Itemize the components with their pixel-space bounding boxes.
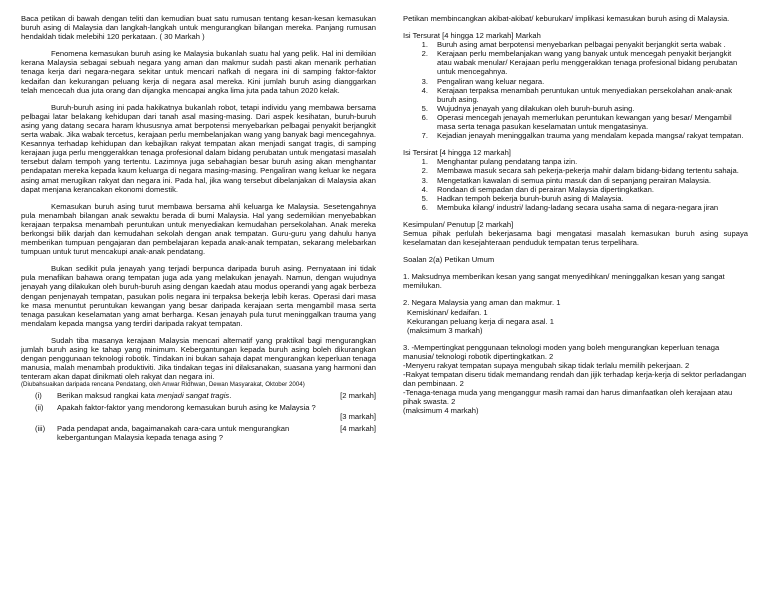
question-phrase: menjadi sangat tragis — [157, 390, 230, 400]
question-marks: [4 markah] — [340, 423, 376, 433]
list-item: 1. Menghantar pulang pendatang tanpa izin. — [421, 157, 578, 167]
answer-2-line: (maksimum 3 markah) — [407, 325, 483, 335]
tersurat-list — [403, 40, 748, 140]
question-3 — [21, 424, 376, 442]
question-text: Berikan maksud rangkai kata — [57, 390, 158, 400]
tersurat-heading: Isi Tersurat [4 hingga 12 markah] Markah — [403, 31, 541, 41]
answer-scheme-column — [403, 14, 748, 416]
tersirat-heading: Isi Tersirat [4 hingga 12 markah] — [403, 148, 511, 158]
scheme-intro: Petikan membincangkan akibat-akibat/ keburukan/ implikasi kemasukan buruh asing di Malaysia. — [403, 14, 730, 23]
answer-2-line: 2. Negara Malaysia yang aman dan makmur. 1 — [403, 298, 561, 308]
question-1: (i) Berikan maksud rangkai kata menjadi sangat tragis. [2 markah] — [21, 391, 376, 400]
answer-2-line: Kemiskinan/ kedaifan. 1 — [407, 307, 488, 317]
question-number: (iii) — [35, 423, 46, 433]
list-item: 6. Membuka kilang/ industri/ ladang-ladang secara usaha sama di negara-negara jiran — [421, 202, 719, 212]
list-item: 2. Kerajaan perlu membelanjakan wang yang banyak untuk mencegah penyakit berjangkit atau wabak menular/ Kerajaan perlu menggerakkan tenaga profesional bidang perubatan untuk mencegahnya. — [421, 49, 738, 77]
question-2 — [21, 403, 376, 421]
answer-3-line: 3. -Mempertingkat penggunaan teknologi moden yang boleh mengurangkan keperluan tenaga manusia/ teknologi robotik dipertingkatkan. 2 — [403, 342, 720, 361]
question-text: Pada pendapat anda, bagaimanakah cara-cara untuk mengurangkan kebergantungan Malaysia kepada tenaga asing ? — [57, 423, 290, 442]
question-number: (ii) — [35, 402, 44, 412]
instruction: Baca petikan di bawah dengan teliti dan kemudian buat satu rumusan tentang kesan-kesan kemasukan buruh asing di Malaysia dan langkah-langkah untuk mengurangkan bilangan mereka. Panjang rumusan hendaklah tidak melebihi 120 perkataan. ( 30 Markah ) — [21, 14, 376, 42]
question-text: Apakah faktor-faktor yang mendorong kemasukan buruh asing ke Malaysia ? — [57, 402, 316, 412]
passage-column — [21, 14, 376, 445]
list-item: 3. Pengaliran wang keluar negara. — [421, 76, 545, 86]
answer-2-line: Kekurangan peluang kerja di negara asal. 1 — [407, 316, 554, 326]
list-item: 3. Mengetatkan kawalan di semua pintu masuk dan di sepanjang perairan Malaysia. — [421, 175, 711, 185]
answer-3-line: -Menyeru rakyat tempatan supaya mengubah sikap tidak terlalu memilih pekerjaan. 2 — [403, 361, 690, 370]
list-item: 5. Wujudnya jenayah yang dilakukan oleh buruh-buruh asing. — [421, 103, 635, 113]
list-item: 5. Hadkan tempoh bekerja buruh-buruh asing di Malaysia. — [421, 193, 624, 203]
answer-block — [403, 272, 748, 415]
list-item: 4. Rondaan di sempadan dan di perairan Malaysia dipertingkatkan. — [421, 184, 654, 194]
paragraph-1: Fenomena kemasukan buruh asing ke Malaysia bukanlah suatu hal yang pelik. Hal ini demikian kerana Malaysia sebagai sebuah negara yang aman dan makmur sudah pasti akan menarik perhatian tenaga kerja dari negara-negara sekitar untuk mencari nafkah di negara ini di samping faktor-faktor kedaifan dan kekurangan peluang kerja di negara asal mereka. Kini jumlah buruh asing dianggarkan telah mencecah dua juta orang dan dijangka mencapai angka lima juta pada tahun 2020 kelak. — [21, 49, 376, 95]
soalan-heading: Soalan 2(a) Petikan Umum — [403, 255, 495, 265]
kesimpulan-heading: Kesimpulan/ Penutup [2 markah] — [403, 219, 514, 229]
answer-3-line: -Rakyat tempatan diseru tidak memandang rendah dan jijik terhadap kerja-kerja di sektor perladangan dan pembinaan. 2 — [403, 370, 747, 389]
question-number: (i) — [35, 390, 42, 400]
list-item: 2. Membawa masuk secara sah pekerja-pekerja mahir dalam bidang-bidang tertentu sahaja. — [421, 166, 739, 176]
source-citation: (Diubahsuaikan daripada rencana Pendatang, oleh Anwar Ridhwan, Dewan Masyarakat, Oktober 2004) — [21, 381, 305, 389]
paragraph-2: Buruh-buruh asing ini pada hakikatnya bukanlah robot, tetapi individu yang membawa bersama pelbagai latar belakang kehidupan dari tanah asal masing-masing. Dari aspek kesihatan, buruh-buruh asing yang datang secara haram khususnya amat berpotensi menyebarkan pelbagai penyakit berjangkit serta wabak. Jika wabak tercetus, kerajaan perlu membelanjakan wang yang banyak bagi mencegahnya. Kesannya terhadap kehidupan dan kebajikan rakyat tempatan akan menjadi sangat tragis, di samping kerajaan juga perlu menggerakkan tenaga profesional dalam bidang perubatan untuk mengatasi masalah tersebut dalam tempoh yang tertentu. Lazimnya juga sebahagian besar buruh asing akan menghantar pendapatan mereka kepada kaum keluarga di negara masing-masing. Pengaliran wang keluar ke negara asing amat merugikan rakyat dan negara ini. Pada hal, jika wang tersebut dibelanjakan di Malaysia akan dapat menjana kerancakan ekonomi domestik. — [21, 102, 376, 194]
paragraph-3: Kemasukan buruh asing turut membawa bersama ahli keluarga ke Malaysia. Sesetengahnya pula menambah bilangan anak sewaktu berada di bumi Malaysia. Hal yang sedemikian menyebabkan kerajaan terpaksa menambah peruntukan untuk menyediakan kemudahan persekolahan. Anak mereka berkongsi bilik darjah dan kemudahan sekolah dengan anak tempatan. Guru-guru yang dahulu hanya memberikan tumpuan pengajaran dan pembelajaran kepada anak-anak tempatan, sekarang melebarkan tumpuan untuk turut mencakupi anak-anak pendatang. — [21, 201, 376, 257]
list-item: 4. Kerajaan terpaksa menambah peruntukan untuk menyediakan persekolahan anak-anak buruh asing. — [421, 85, 733, 104]
list-item: 6. Operasi mencegah jenayah memerlukan peruntukan kewangan yang besar/ Mengambil masa serta tenaga pasukan keselamatan untuk mengatasinya. — [421, 112, 732, 132]
kesimpulan-text: Semua pihak perlulah bekerjasama bagi mengatasi masalah kemasukan buruh asing supaya keselamatan dan kesejahteraan penduduk tempatan terus terpelihara. — [403, 228, 748, 248]
answer-3-line: -Tenaga-tenaga muda yang menganggur masih ramai dan harus dimanfaatkan oleh kerajaan atau pihak swasta. 2 — [403, 388, 733, 407]
list-item: 7. Kejadian jenayah meninggalkan trauma yang mendalam kepada mangsa/ rakyat tempatan. — [421, 131, 744, 141]
answer-1: 1. Maksudnya memberikan kesan yang sangat menyedihkan/ meninggalkan kesan yang sangat memilukan. — [403, 272, 725, 291]
paragraph-4: Bukan sedikit pula jenayah yang terjadi berpunca daripada buruh asing. Pernyataan ini tidak pula menafikan bahawa orang tempatan juga ada yang melakukan jenayah. Namun, dengan wujudnya jenayah yang dilakukan oleh buruh-buruh asing dengan kaedah atau modus operandi yang agak berbeza dengan penjenayah tempatan, pasukan polis negara ini terpaksa bekerja lebih keras. Operasi dari masa ke masa menuntut peruntukan kewangan yang besar daripada kerajaan serta mengambil masa serta tenaga pasukan keselamatan yang amat berharga. Kesan jenayah pula turut meninggalkan trauma yang mendalam kepada mangsa yang terdiri daripada rakyat tempatan. — [21, 264, 376, 328]
answer-3-line: (maksimum 4 markah) — [403, 406, 479, 416]
question-marks: [3 markah] — [340, 411, 376, 421]
paragraph-5: Sudah tiba masanya kerajaan Malaysia mencari alternatif yang praktikal bagi mengurangkan jumlah buruh asing ke tahap yang minimum. Kebergantungan kepada buruh asing boleh dikurangkan dengan penggunaan teknologi robotik. Tindakan ini bukan sahaja dapat mengurangkan keperluan tenaga manusia, malah menambah produktiviti. Jika tindakan tegas ini dilaksanakan, suasana yang harmoni dan tenteram akan dapat dinikmati oleh rakyat dan negara ini. — [21, 335, 376, 382]
list-item: 1. Buruh asing amat berpotensi menyebarkan pelbagai penyakit berjangkit serta wabak . — [421, 40, 726, 50]
question-marks: [2 markah] — [340, 390, 376, 400]
tersirat-list — [403, 157, 748, 212]
